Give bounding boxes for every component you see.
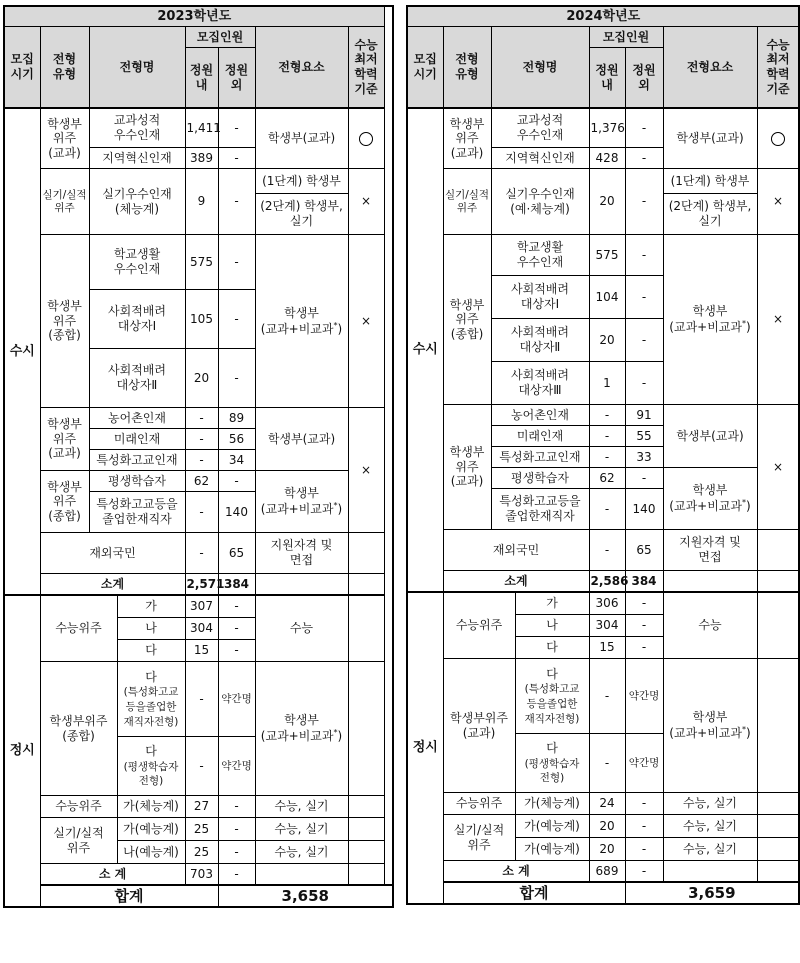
in-cell: 24 bbox=[589, 793, 625, 815]
subtotal-label: 소계 bbox=[443, 571, 589, 593]
name-cell: 미래인재 bbox=[491, 426, 589, 447]
factor-cell: (2단계) 학생부, 실기 bbox=[663, 194, 757, 235]
type-cell: 실기/실적 위주 bbox=[40, 169, 89, 235]
type-cell: 수능위주 bbox=[40, 796, 117, 818]
in-cell: - bbox=[589, 405, 625, 426]
factor-cell: 수능, 실기 bbox=[255, 818, 348, 841]
in-cell: - bbox=[185, 662, 218, 737]
in-cell: - bbox=[185, 429, 218, 450]
out-cell: - bbox=[625, 362, 663, 405]
subtotal-out: - bbox=[218, 864, 255, 886]
total-label: 합계 bbox=[443, 882, 625, 904]
in-cell: - bbox=[589, 489, 625, 530]
out-cell: - bbox=[218, 595, 255, 618]
min-cell bbox=[757, 108, 799, 169]
min-cell: × bbox=[757, 405, 799, 530]
in-cell: 25 bbox=[185, 818, 218, 841]
name-cell: 실기우수인재 (예·체능계) bbox=[491, 169, 589, 235]
subtotal-out: 384 bbox=[218, 574, 255, 596]
name-cell: 미래인재 bbox=[89, 429, 185, 450]
name-cell: 사회적배려 대상자Ⅰ bbox=[491, 276, 589, 319]
min-cell: × bbox=[757, 235, 799, 405]
name-cell: 사회적배려 대상자Ⅱ bbox=[491, 319, 589, 362]
out-cell: - bbox=[218, 148, 255, 169]
out-cell: - bbox=[218, 618, 255, 640]
subtotal-in: 689 bbox=[589, 861, 625, 883]
header-period: 모집 시기 bbox=[407, 27, 443, 109]
type-cell: 실기/실적 위주 bbox=[443, 169, 491, 235]
in-cell: 575 bbox=[589, 235, 625, 276]
type-cell: 학생부위주 (교과) bbox=[443, 659, 515, 793]
name-cell: 사회적배려 대상자Ⅲ bbox=[491, 362, 589, 405]
type-cell: 학생부 위주 (종합) bbox=[40, 471, 89, 533]
jeongsi-label: 정시 bbox=[407, 592, 443, 904]
in-cell: 62 bbox=[589, 468, 625, 489]
type-cell: 수능위주 bbox=[40, 595, 117, 662]
in-cell: - bbox=[589, 734, 625, 793]
gun-cell: 다 (평생학습자 전형) bbox=[515, 734, 589, 793]
name-cell: 사회적배려 대상자Ⅱ bbox=[89, 349, 185, 408]
in-cell: - bbox=[185, 737, 218, 796]
jeongsi-label: 정시 bbox=[4, 595, 40, 907]
gun-cell: 나 bbox=[515, 615, 589, 637]
in-cell: 306 bbox=[589, 592, 625, 615]
name-cell: 사회적배려 대상자Ⅰ bbox=[89, 290, 185, 349]
factor-cell: 학생부 (교과+비교과*) bbox=[663, 235, 757, 405]
factor-cell: 지원자격 및 면접 bbox=[663, 530, 757, 571]
min-cell bbox=[348, 864, 384, 886]
min-cell bbox=[757, 571, 799, 593]
header-name: 전형명 bbox=[89, 27, 185, 109]
in-cell: 1,376 bbox=[589, 108, 625, 148]
header-min: 수능 최저 학력 기준 bbox=[348, 27, 384, 109]
min-cell: × bbox=[348, 169, 384, 235]
min-cell bbox=[348, 595, 384, 662]
type-cell: 실기/실적 위주 bbox=[443, 815, 515, 861]
in-cell: 20 bbox=[185, 349, 218, 408]
in-cell: 389 bbox=[185, 148, 218, 169]
total-value: 3,659 bbox=[625, 882, 799, 904]
name-cell: 재외국민 bbox=[40, 533, 185, 574]
factor-cell: 학생부 (교과+비교과*) bbox=[663, 468, 757, 530]
admission-table-2024 bbox=[406, 5, 800, 905]
min-cell bbox=[348, 841, 384, 864]
factor-cell bbox=[663, 571, 757, 593]
type-cell: 수능위주 bbox=[443, 793, 515, 815]
gun-cell: 다 bbox=[515, 637, 589, 659]
name-cell: 평생학습자 bbox=[491, 468, 589, 489]
header-out: 정원 외 bbox=[218, 48, 255, 108]
out-cell: - bbox=[218, 108, 255, 148]
type-cell: 학생부 위주 (종합) bbox=[40, 235, 89, 408]
out-cell: - bbox=[625, 169, 663, 235]
name-cell: 평생학습자 bbox=[89, 471, 185, 492]
table-2024-panel bbox=[406, 5, 798, 905]
header-period: 모집 시기 bbox=[4, 27, 40, 109]
gun-cell: 다 (특성화고교 등을졸업한 재직자전형) bbox=[117, 662, 185, 737]
min-cell bbox=[757, 838, 799, 861]
out-cell: - bbox=[625, 637, 663, 659]
min-cell bbox=[348, 533, 384, 574]
name-cell: 지역혁신인재 bbox=[89, 148, 185, 169]
in-cell: - bbox=[185, 492, 218, 533]
header-quota: 모집인원 bbox=[589, 27, 663, 48]
factor-cell bbox=[255, 574, 348, 596]
header-min: 수능 최저 학력 기준 bbox=[757, 27, 799, 109]
name-cell: 교과성적 우수인재 bbox=[491, 108, 589, 148]
factor-cell bbox=[663, 861, 757, 883]
factor-cell: 학생부(교과) bbox=[663, 405, 757, 468]
total-label: 합계 bbox=[40, 885, 218, 907]
name-cell: 재외국민 bbox=[443, 530, 589, 571]
min-cell bbox=[757, 793, 799, 815]
factor-cell: 학생부(교과) bbox=[255, 408, 348, 471]
type-cell: 학생부 위주 (종합) bbox=[443, 235, 491, 405]
in-cell: - bbox=[185, 408, 218, 429]
factor-cell: 학생부 (교과+비교과*) bbox=[255, 662, 348, 796]
table-2023-panel bbox=[3, 5, 394, 908]
factor-cell: 학생부 (교과+비교과*) bbox=[255, 235, 348, 408]
type-cell: 학생부 위주 (교과) bbox=[443, 108, 491, 169]
factor-cell: (1단계) 학생부 bbox=[663, 169, 757, 194]
in-cell: - bbox=[589, 447, 625, 468]
total-value: 3,658 bbox=[218, 885, 393, 907]
circle-icon bbox=[359, 132, 373, 146]
subtotal-label: 소 계 bbox=[443, 861, 589, 883]
out-cell: - bbox=[218, 818, 255, 841]
gun-cell: 가 bbox=[515, 592, 589, 615]
out-cell: - bbox=[218, 796, 255, 818]
factor-cell bbox=[255, 864, 348, 886]
header-type: 전형 유형 bbox=[443, 27, 491, 109]
name-cell: 농어촌인재 bbox=[89, 408, 185, 429]
out-cell: - bbox=[625, 276, 663, 319]
min-cell: × bbox=[348, 408, 384, 533]
gun-cell: 다 (특성화고교 등을졸업한 재직자전형) bbox=[515, 659, 589, 734]
factor-cell: 수능, 실기 bbox=[255, 796, 348, 818]
in-cell: 20 bbox=[589, 169, 625, 235]
factor-cell: 수능, 실기 bbox=[255, 841, 348, 864]
out-cell: 약간명 bbox=[218, 662, 255, 737]
type-cell: 학생부 위주 (교과) bbox=[40, 408, 89, 471]
out-cell: - bbox=[625, 148, 663, 169]
in-cell: - bbox=[589, 426, 625, 447]
in-cell: 62 bbox=[185, 471, 218, 492]
type-cell: 학생부 위주 (교과) bbox=[40, 108, 89, 169]
name-cell: 농어촌인재 bbox=[491, 405, 589, 426]
factor-cell: 수능, 실기 bbox=[663, 838, 757, 861]
out-cell: - bbox=[625, 793, 663, 815]
out-cell: - bbox=[218, 290, 255, 349]
gun-cell: 가(예능계) bbox=[515, 838, 589, 861]
out-cell: - bbox=[218, 235, 255, 290]
min-cell bbox=[757, 861, 799, 883]
factor-cell: 학생부(교과) bbox=[663, 108, 757, 169]
in-cell: 20 bbox=[589, 838, 625, 861]
subtotal-in: 2,586 bbox=[589, 571, 625, 593]
header-in: 정원 내 bbox=[589, 48, 625, 108]
name-cell: 학교생활 우수인재 bbox=[491, 235, 589, 276]
name-cell: 실기우수인재 (체능계) bbox=[89, 169, 185, 235]
gun-cell: 다 bbox=[117, 640, 185, 662]
header-factor: 전형요소 bbox=[663, 27, 757, 109]
name-cell: 특성화고교등을 졸업한재직자 bbox=[491, 489, 589, 530]
out-cell: - bbox=[218, 640, 255, 662]
subtotal-out: 384 bbox=[625, 571, 663, 593]
name-cell: 특성화고교등을 졸업한재직자 bbox=[89, 492, 185, 533]
min-cell bbox=[757, 815, 799, 838]
out-cell: 34 bbox=[218, 450, 255, 471]
in-cell: 15 bbox=[185, 640, 218, 662]
subtotal-label: 소 계 bbox=[40, 864, 185, 886]
gun-cell: 가(체능계) bbox=[117, 796, 185, 818]
out-cell: 약간명 bbox=[625, 734, 663, 793]
name-cell: 특성화고교인재 bbox=[89, 450, 185, 471]
in-cell: 105 bbox=[185, 290, 218, 349]
header-factor: 전형요소 bbox=[255, 27, 348, 109]
factor-cell: 수능, 실기 bbox=[663, 793, 757, 815]
min-cell bbox=[348, 796, 384, 818]
name-cell: 지역혁신인재 bbox=[491, 148, 589, 169]
min-cell bbox=[757, 530, 799, 571]
out-cell: - bbox=[625, 815, 663, 838]
out-cell: - bbox=[625, 615, 663, 637]
in-cell: 20 bbox=[589, 815, 625, 838]
out-cell: - bbox=[218, 349, 255, 408]
out-cell: 65 bbox=[625, 530, 663, 571]
in-cell: 27 bbox=[185, 796, 218, 818]
factor-cell: (1단계) 학생부 bbox=[255, 169, 348, 194]
min-cell bbox=[348, 574, 384, 596]
in-cell: 9 bbox=[185, 169, 218, 235]
out-cell: 89 bbox=[218, 408, 255, 429]
circle-icon bbox=[771, 132, 785, 146]
out-cell: 55 bbox=[625, 426, 663, 447]
in-cell: - bbox=[589, 530, 625, 571]
year-title: 2023학년도 bbox=[4, 6, 384, 27]
min-cell bbox=[348, 108, 384, 169]
out-cell: - bbox=[625, 838, 663, 861]
gun-cell: 나 bbox=[117, 618, 185, 640]
in-cell: 1 bbox=[589, 362, 625, 405]
in-cell: 428 bbox=[589, 148, 625, 169]
gun-cell: 가 bbox=[117, 595, 185, 618]
min-cell bbox=[348, 662, 384, 796]
type-cell: 학생부위주 (종합) bbox=[40, 662, 117, 796]
year-title: 2024학년도 bbox=[407, 6, 799, 27]
out-cell: 65 bbox=[218, 533, 255, 574]
min-cell bbox=[757, 592, 799, 659]
gun-cell: 가(예능계) bbox=[117, 818, 185, 841]
out-cell: - bbox=[625, 108, 663, 148]
factor-cell: 학생부(교과) bbox=[255, 108, 348, 169]
name-cell: 학교생활 우수인재 bbox=[89, 235, 185, 290]
header-name: 전형명 bbox=[491, 27, 589, 109]
subtotal-in: 2,571 bbox=[185, 574, 218, 596]
header-in: 정원 내 bbox=[185, 48, 218, 108]
in-cell: 1,411 bbox=[185, 108, 218, 148]
min-cell: × bbox=[757, 169, 799, 235]
in-cell: - bbox=[185, 450, 218, 471]
in-cell: 104 bbox=[589, 276, 625, 319]
out-cell: - bbox=[625, 468, 663, 489]
name-cell: 특성화고교인재 bbox=[491, 447, 589, 468]
gun-cell: 나(예능계) bbox=[117, 841, 185, 864]
type-cell: 수능위주 bbox=[443, 592, 515, 659]
subtotal-in: 703 bbox=[185, 864, 218, 886]
out-cell: - bbox=[625, 319, 663, 362]
subtotal-out: - bbox=[625, 861, 663, 883]
out-cell: 56 bbox=[218, 429, 255, 450]
header-type: 전형 유형 bbox=[40, 27, 89, 109]
out-cell: - bbox=[218, 841, 255, 864]
out-cell: 33 bbox=[625, 447, 663, 468]
in-cell: - bbox=[589, 659, 625, 734]
out-cell: 91 bbox=[625, 405, 663, 426]
factor-cell: 수능 bbox=[255, 595, 348, 662]
susi-label: 수시 bbox=[4, 108, 40, 595]
in-cell: 304 bbox=[185, 618, 218, 640]
in-cell: 304 bbox=[589, 615, 625, 637]
min-cell bbox=[348, 818, 384, 841]
header-out: 정원 외 bbox=[625, 48, 663, 108]
gun-cell: 다 (평생학습자 전형) bbox=[117, 737, 185, 796]
in-cell: 20 bbox=[589, 319, 625, 362]
factor-cell: 지원자격 및 면접 bbox=[255, 533, 348, 574]
min-cell: × bbox=[348, 235, 384, 408]
in-cell: 307 bbox=[185, 595, 218, 618]
type-cell: 실기/실적 위주 bbox=[40, 818, 117, 864]
out-cell: - bbox=[625, 592, 663, 615]
in-cell: 15 bbox=[589, 637, 625, 659]
out-cell: 140 bbox=[218, 492, 255, 533]
subtotal-label: 소계 bbox=[40, 574, 185, 596]
type-cell: 학생부 위주 (교과) bbox=[443, 405, 491, 530]
gun-cell: 가(예능계) bbox=[515, 815, 589, 838]
out-cell: - bbox=[218, 471, 255, 492]
in-cell: 575 bbox=[185, 235, 218, 290]
out-cell: 140 bbox=[625, 489, 663, 530]
factor-cell: 학생부 (교과+비교과*) bbox=[663, 659, 757, 793]
in-cell: - bbox=[185, 533, 218, 574]
factor-cell: 수능, 실기 bbox=[663, 815, 757, 838]
min-cell bbox=[757, 659, 799, 793]
factor-cell: 학생부 (교과+비교과*) bbox=[255, 471, 348, 533]
name-cell: 교과성적 우수인재 bbox=[89, 108, 185, 148]
susi-label: 수시 bbox=[407, 108, 443, 592]
in-cell: 25 bbox=[185, 841, 218, 864]
factor-cell: (2단계) 학생부, 실기 bbox=[255, 194, 348, 235]
out-cell: - bbox=[218, 169, 255, 235]
out-cell: - bbox=[625, 235, 663, 276]
admission-table-2023 bbox=[3, 5, 394, 908]
factor-cell: 수능 bbox=[663, 592, 757, 659]
out-cell: 약간명 bbox=[625, 659, 663, 734]
out-cell: 약간명 bbox=[218, 737, 255, 796]
gun-cell: 가(체능계) bbox=[515, 793, 589, 815]
header-quota: 모집인원 bbox=[185, 27, 255, 48]
